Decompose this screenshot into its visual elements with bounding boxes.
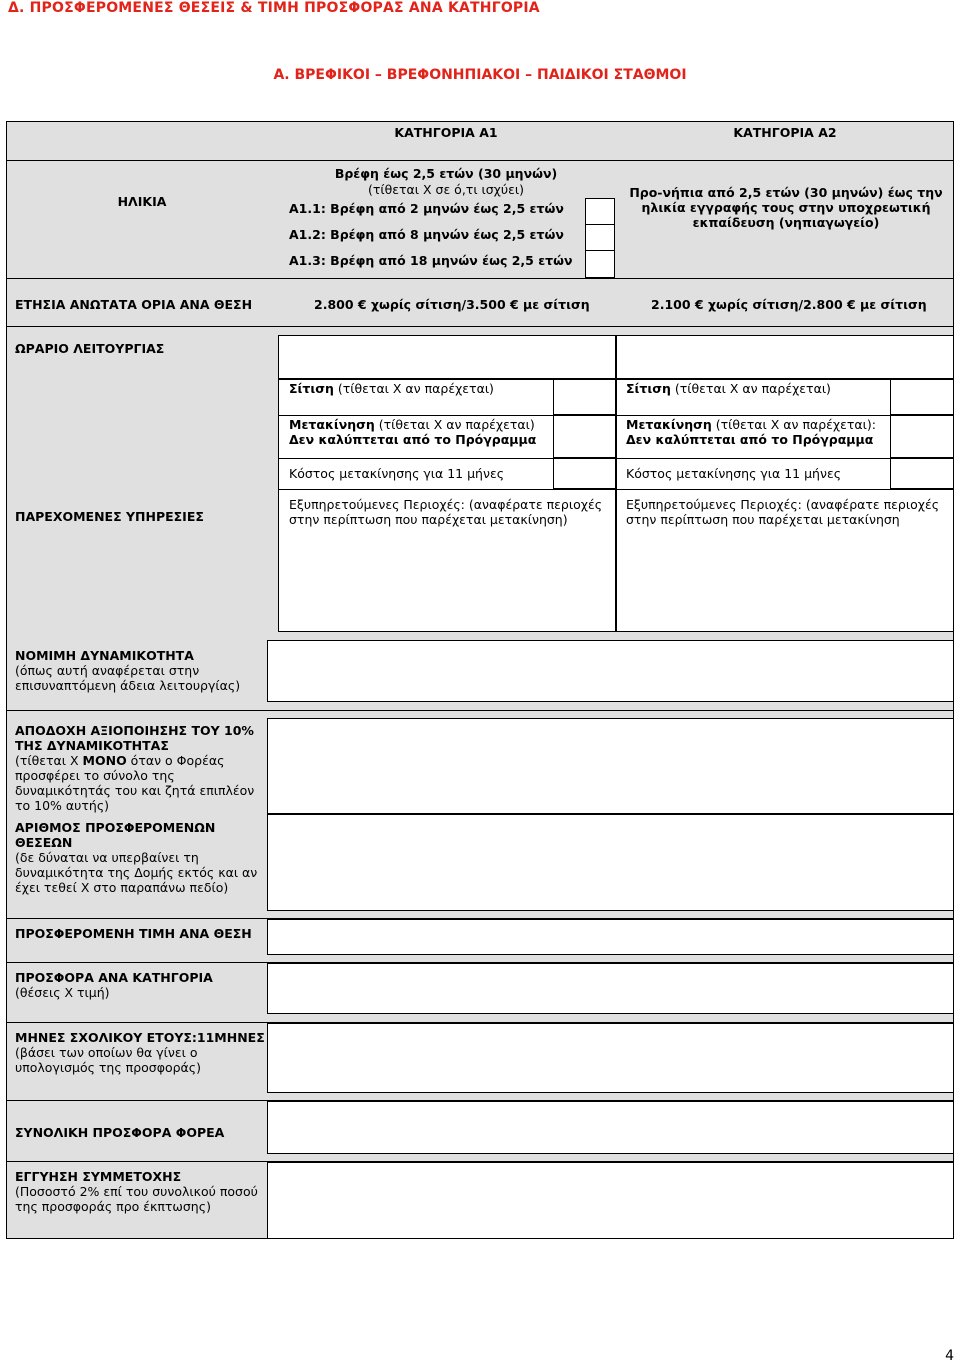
services-a1-meals: Σίτιση (τίθεται Χ αν παρέχεται) [289, 381, 494, 396]
services-a1-cost-field[interactable] [553, 458, 616, 489]
page-number: 4 [945, 1348, 954, 1364]
age-label: ΗΛΙΚΙΑ [117, 194, 167, 209]
age-a1-2-checkbox[interactable] [585, 224, 615, 251]
services-a2-transport: Μετακίνηση (τίθεται Χ αν παρέχεται): [626, 417, 876, 432]
school-months-label: ΜΗΝΕΣ ΣΧΟΛΙΚΟΥ ΕΤΟΥΣ:11ΜΗΝΕΣ (βάσει των οποίων θα γίνει ο υπολογισμός της προσφοράς) [15, 1030, 265, 1075]
total-offer-field[interactable] [267, 1101, 954, 1154]
services-a2-transport-checkbox[interactable] [890, 415, 954, 458]
hours-a2-field[interactable] [616, 335, 954, 379]
age-option-a1-2: Α1.2: Βρέφη από 8 μηνών έως 2,5 ετών [289, 227, 564, 242]
age-option-a1-1: Α1.1: Βρέφη από 2 μηνών έως 2,5 ετών [289, 201, 564, 216]
services-a1-meals-checkbox[interactable] [553, 379, 616, 415]
price-per-seat-field[interactable] [267, 919, 954, 955]
offer-per-category-field[interactable] [267, 963, 954, 1014]
services-a2-areas: Εξυπηρετούμενες Περιοχές: (αναφέρατε περιοχές στην περίπτωση που παρέχεται μετακίνηση [626, 497, 940, 527]
capacity-label: ΝΟΜΙΜΗ ΔΥΝΑΜΙΚΟΤΗΤΑ (όπως αυτή αναφέρεται στην επισυναπτόμενη άδεια λειτουργίας) [15, 648, 241, 693]
services-a1-transport-checkbox[interactable] [553, 415, 616, 458]
price-per-seat-label: ΠΡΟΣΦΕΡΟΜΕΝΗ ΤΙΜΗ ΑΝΑ ΘΕΣΗ [15, 926, 252, 941]
age-a2-text: Προ-νήπια από 2,5 ετών (30 μηνών) έως την ηλικία εγγραφής τους στην υποχρεωτική εκπαίδευση (νηπιαγωγείο) [629, 185, 943, 230]
services-a2-meals: Σίτιση (τίθεται Χ αν παρέχεται) [626, 381, 831, 396]
section-heading: Δ. ΠΡΟΣΦΕΡΟΜΕΝΕΣ ΘΕΣΕΙΣ & ΤΙΜΗ ΠΡΟΣΦΟΡΑΣ ΑΝΑ ΚΑΤΗΓΟΡΙΑ [8, 0, 540, 16]
section-subheading: Α. ΒΡΕΦΙΚΟΙ – ΒΡΕΦΟΝΗΠΙΑΚΟΙ – ΠΑΙΔΙΚΟΙ ΣΤΑΘΜΟΙ [273, 67, 687, 83]
column-header-a2: ΚΑΤΗΓΟΡΙΑ Α2 [733, 125, 837, 140]
services-a1-uncovered: Δεν καλύπτεται από το Πρόγραμμα [289, 432, 537, 447]
offered-seats-field[interactable] [267, 814, 954, 911]
offered-seats-label: ΑΡΙΘΜΟΣ ΠΡΟΣΦΕΡΟΜΕΝΩΝ ΘΕΣΕΩΝ (δε δύναται να υπερβαίνει τη δυναμικότητα της Δομής εκτός και αν έχει τεθεί Χ στο παραπάνω πεδίο) [15, 820, 258, 895]
capacity-field[interactable] [267, 640, 954, 702]
school-months-field[interactable] [267, 1023, 954, 1093]
annual-limit-a1: 2.800 € χωρίς σίτιση/3.500 € με σίτιση [314, 297, 590, 312]
age-a1-note: (τίθεται Χ σε ό,τι ισχύει) [367, 182, 524, 197]
services-label: ΠΑΡΕΧΟΜΕΝΕΣ ΥΠΗΡΕΣΙΕΣ [15, 509, 204, 524]
column-header-a1: ΚΑΤΗΓΟΡΙΑ Α1 [394, 125, 498, 140]
hours-label: ΩΡΑΡΙΟ ΛΕΙΤΟΥΡΓΙΑΣ [15, 341, 165, 356]
ten-percent-label: ΑΠΟΔΟΧΗ ΑΞΙΟΠΟΙΗΣΗΣ ΤΟΥ 10% ΤΗΣ ΔΥΝΑΜΙΚΟΤΗΤΑΣ (τίθεται Χ ΜΟΝΟ όταν ο Φορέας προσφέρει το σύνολο της δυναμικότητάς του και ζητά επιπλέον το 10% αυτής) [15, 723, 255, 813]
services-a2-meals-checkbox[interactable] [890, 379, 954, 415]
services-a1-areas: Εξυπηρετούμενες Περιοχές: (αναφέρατε περιοχές στην περίπτωση που παρέχεται μετακίνηση) [289, 497, 603, 527]
annual-limit-a2: 2.100 € χωρίς σίτιση/2.800 € με σίτιση [651, 297, 927, 312]
total-offer-label: ΣΥΝΟΛΙΚΗ ΠΡΟΣΦΟΡΑ ΦΟΡΕΑ [15, 1125, 225, 1140]
age-a1-3-checkbox[interactable] [585, 250, 615, 278]
age-a1-title: Βρέφη έως 2,5 ετών (30 μηνών) [334, 166, 558, 181]
age-option-a1-3: Α1.3: Βρέφη από 18 μηνών έως 2,5 ετών [289, 253, 573, 268]
services-a1-transport-cost: Κόστος μετακίνησης για 11 μήνες [289, 466, 505, 481]
annual-limits-label: ΕΤΗΣΙΑ ΑΝΩΤΑΤΑ ΟΡΙΑ ΑΝΑ ΘΕΣΗ [15, 297, 253, 312]
guarantee-label: ΕΓΓΥΗΣΗ ΣΥΜΜΕΤΟΧΗΣ (Ποσοστό 2% επί του συνολικού ποσού της προσφοράς προ έκπτωσης) [15, 1169, 258, 1214]
services-a2-uncovered: Δεν καλύπτεται από το Πρόγραμμα [626, 432, 874, 447]
guarantee-field[interactable] [267, 1162, 954, 1239]
services-a1-transport: Μετακίνηση (τίθεται Χ αν παρέχεται) [289, 417, 535, 432]
offer-per-category-label: ΠΡΟΣΦΟΡΑ ΑΝΑ ΚΑΤΗΓΟΡΙΑ (θέσεις Χ τιμή) [15, 970, 213, 1000]
ten-percent-field[interactable] [267, 718, 954, 814]
hours-a1-field[interactable] [278, 335, 616, 379]
services-a2-transport-cost: Κόστος μετακίνησης για 11 μήνες [626, 466, 842, 481]
services-a2-cost-field[interactable] [890, 458, 954, 489]
age-a1-1-checkbox[interactable] [585, 198, 615, 225]
